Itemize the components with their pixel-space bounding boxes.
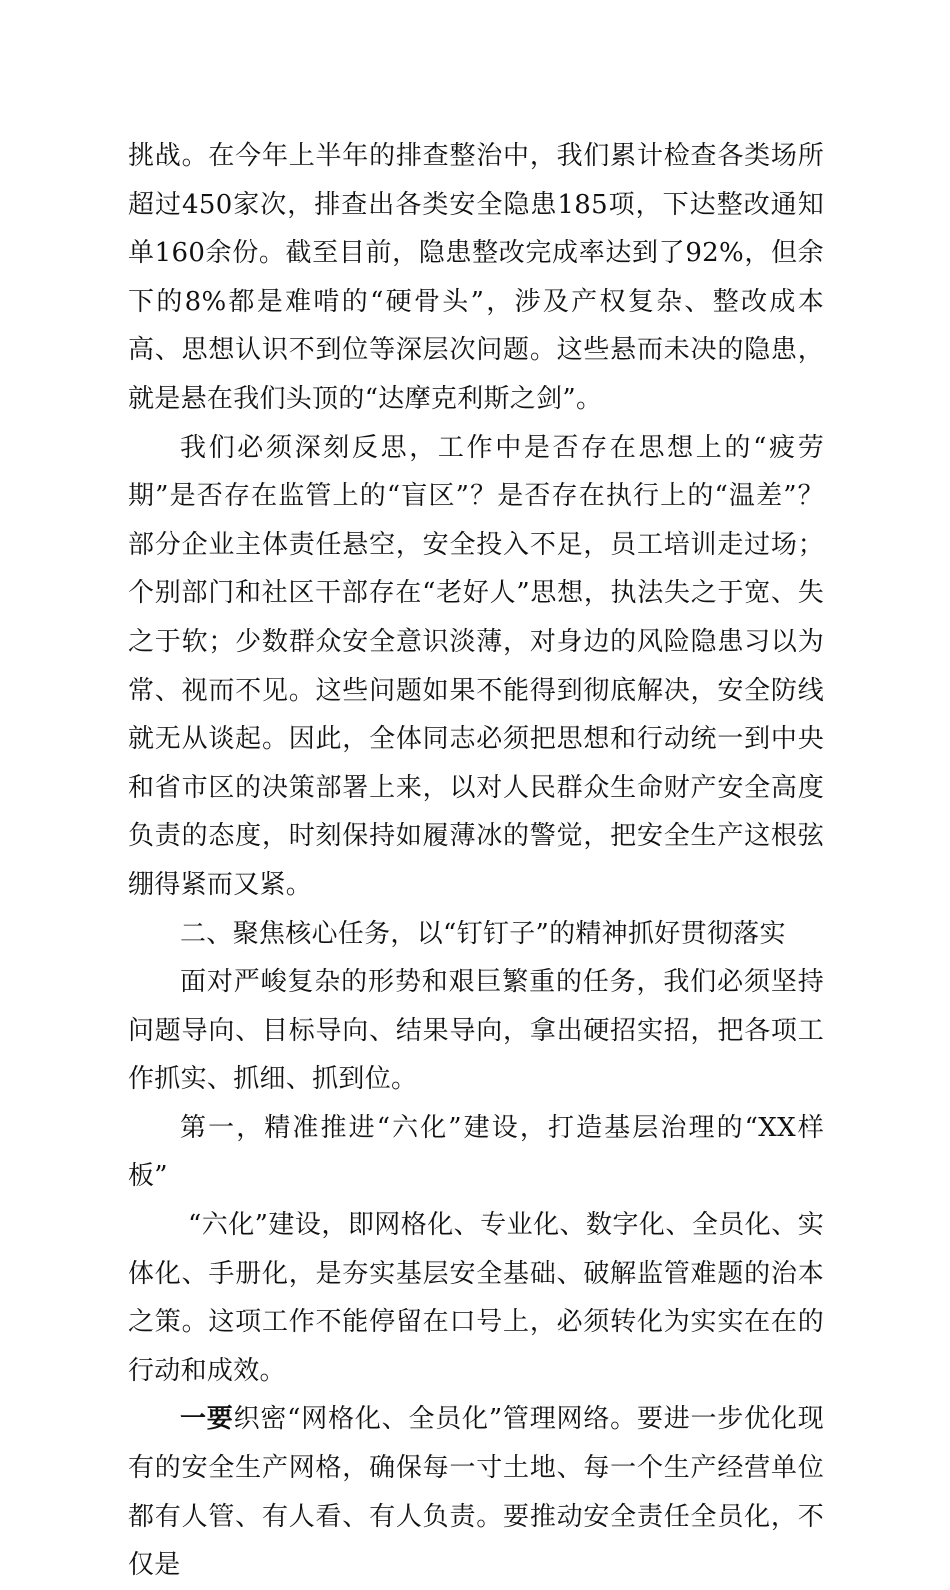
paragraph-continuation: 挑战。在今年上半年的排查整治中，我们累计检查各类场所超过450家次，排查出各类安全隐患185项，下达整改通知单160余份。截至目前，隐患整改完成率达到了92%，但余下的8%都是难啃的“硬骨头”，涉及产权复杂、整改成本高、思想认识不到位等深层次问题。这些悬而未决的隐患，就是悬在我们头顶的“达摩克利斯之剑”。	[128, 141, 824, 414]
paragraph-first-requirement-text: 织密“网格化、全员化”管理网络。要进一步优化现有的安全生产网格，确保每一寸土地、每一个生产经营单位都有人管、有人看、有人负责。要推动安全责任全员化，不仅是	[128, 1404, 824, 1581]
lead-phrase: 一要	[180, 1404, 234, 1435]
paragraph-task-intro: 面对严峻复杂的形势和艰巨繁重的任务，我们必须坚持问题导向、目标导向、结果导向，拿出硬招实招，把各项工作抓实、抓细、抓到位。	[128, 967, 824, 1095]
paragraph-first-requirement	[128, 1395, 824, 1589]
paragraph-six-modernizations: “六化”建设，即网格化、专业化、数字化、全员化、实体化、手册化，是夯实基层安全基础、破解监管难题的治本之策。这项工作不能停留在口号上，必须转化为实实在在的行动和成效。	[128, 1210, 824, 1386]
subsection-heading-1: 第一，精准推进“六化”建设，打造基层治理的“XX样板”	[128, 1112, 824, 1192]
paragraph-reflection: 我们必须深刻反思，工作中是否存在思想上的“疲劳期”是否存在监管上的“盲区”？是否存在执行上的“温差”？部分企业主体责任悬空，安全投入不足，员工培训走过场；个别部门和社区干部存在“老好人”思想，执法失之于宽、失之于软；少数群众安全意识淡薄，对身边的风险隐患习以为常、视而不见。这些问题如果不能得到彻底解决，安全防线就无从谈起。因此，全体同志必须把思想和行动统一到中央和省市区的决策部署上来，以对人民群众生命财产安全高度负责的态度，时刻保持如履薄冰的警觉，把安全生产这根弦绷得紧而又紧。	[128, 432, 824, 900]
document-body	[128, 132, 824, 1590]
section-heading-2: 二、聚焦核心任务，以“钉钉子”的精神抓好贯彻落实	[180, 918, 786, 949]
